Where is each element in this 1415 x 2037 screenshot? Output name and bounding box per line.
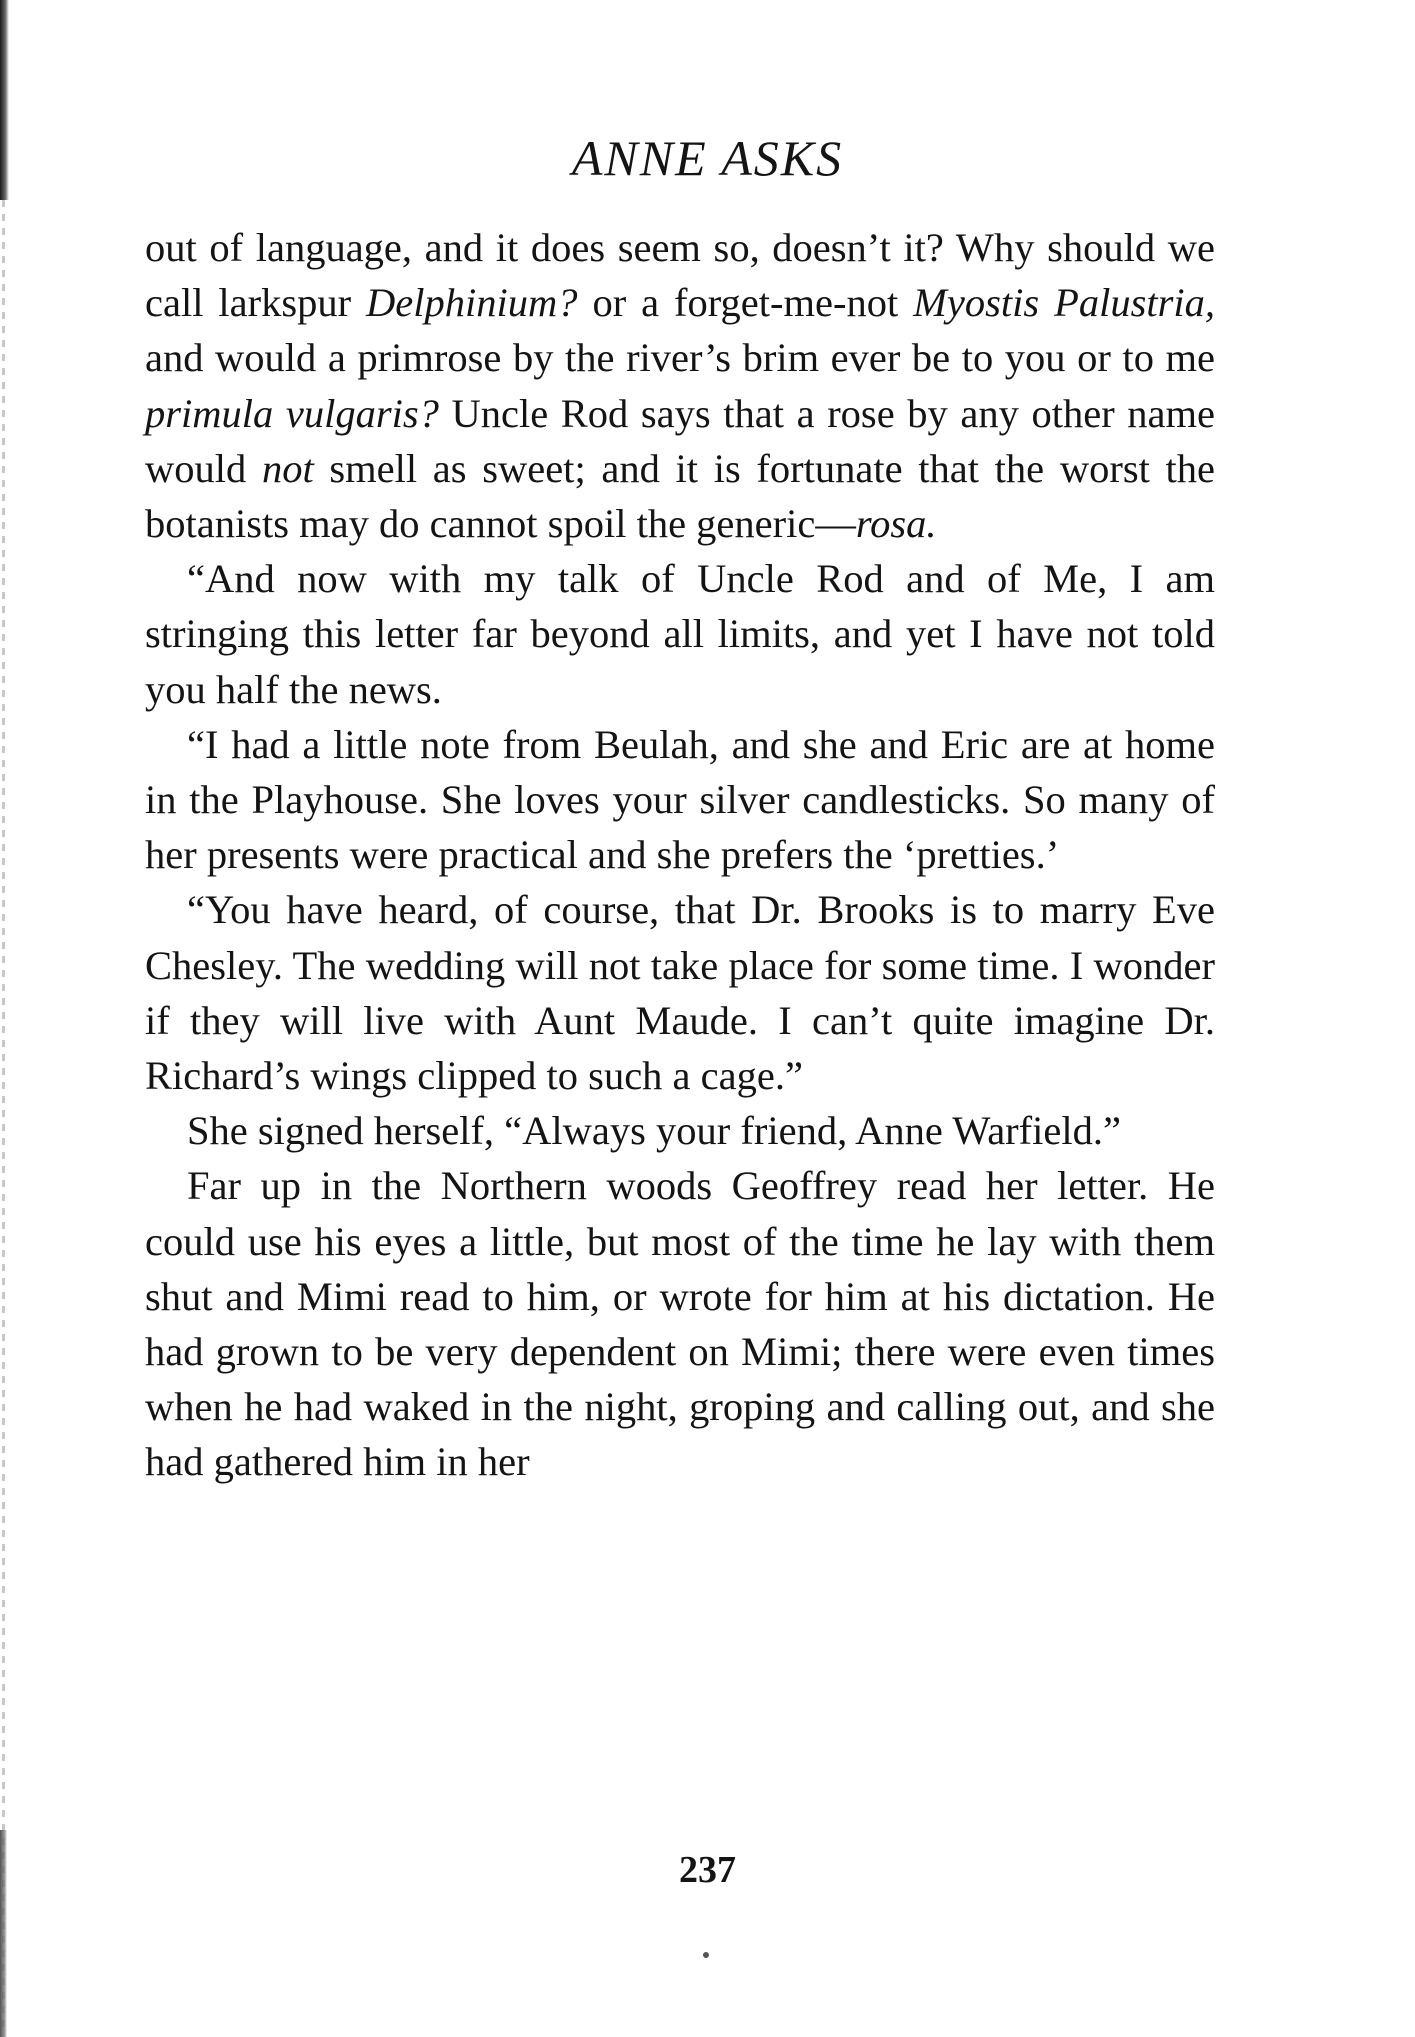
page-number: 237 [679, 1849, 736, 1891]
paragraph [145, 1158, 1215, 1489]
paragraph [145, 1103, 1215, 1158]
text-run: out of language, and it does seem so, doesn’t it? Why should we call larkspur [145, 225, 1215, 326]
italic-text: Myostis Palustria, [913, 280, 1215, 326]
running-header: ANNE ASKS [571, 130, 844, 186]
text-run: smell as sweet; and it is fortunate that the worst the botanists may do cannot spoil the generic— [145, 445, 1215, 547]
paragraph [145, 220, 1215, 551]
paragraph [145, 551, 1215, 717]
text-run: and would a primrose by the river’s brim ever be to you or to me [145, 335, 1215, 381]
printer-mark [703, 1952, 709, 1958]
body-text [145, 220, 1215, 1490]
text-run: Far up in the Northern woods Geoffrey read her letter. He could use his eyes a little, but most of the time he lay with them shut and Mimi read to him, or wrote for him at his dictation. He had grown to be very dependent on Mimi; there were even times when he had waked in the night, groping and calling out, and she had gathered him in her [145, 1163, 1215, 1485]
italic-text: Delphinium? [366, 280, 578, 326]
text-run: “You have heard, of course, that Dr. Brooks is to marry Eve Chesley. The wedding will not take place for some time. I wonder if they will live with Aunt Maude. I can’t quite imagine Dr. Richard’s wings clipped to such a cage.” [145, 887, 1215, 1099]
italic-text: rosa. [855, 501, 937, 547]
page-edge-speckle [2, 200, 5, 2030]
text-run: “And now with my talk of Uncle Rod and of Me, I am stringing this letter far beyond all limits, and yet I have not told you half the news. [145, 556, 1215, 712]
paragraph [145, 717, 1215, 883]
text-run: “I had a little note from Beulah, and she and Eric are at home in the Playhouse. She loves your silver candlesticks. So many of her presents were practical and she prefers the ‘pretties.’ [145, 721, 1215, 878]
text-run: or a forget-me-not [577, 280, 914, 326]
italic-text: not [261, 445, 314, 491]
italic-text: primula vulgaris? [145, 390, 439, 436]
text-run: Uncle Rod says that a rose by any other name would [145, 390, 1215, 491]
paragraph [145, 882, 1215, 1103]
text-run: She signed herself, “Always your friend, Anne Warfield.” [187, 1108, 1121, 1154]
